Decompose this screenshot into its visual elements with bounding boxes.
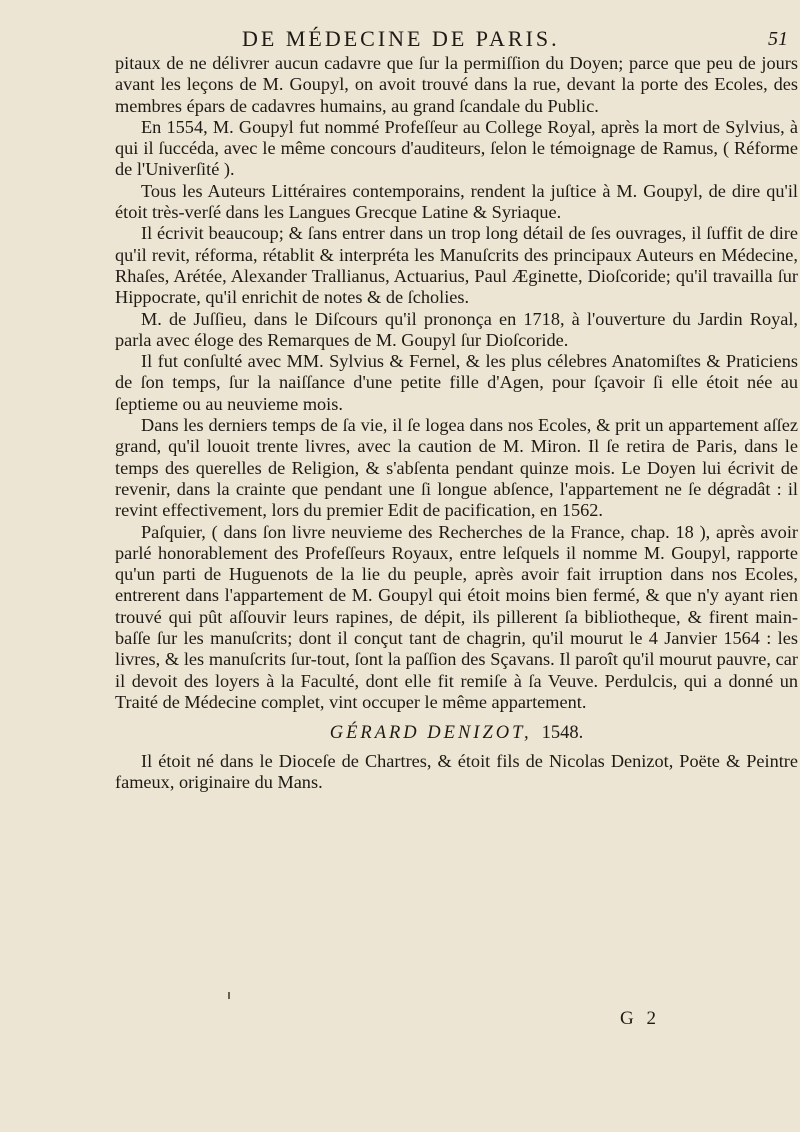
page-header — [112, 24, 800, 56]
section-heading-name: GÉRARD DENIZOT, — [329, 723, 532, 744]
paragraph: Il étoit né dans le Dioceſe de Chartres, & étoit fils de Nicolas Denizot, Poëte & Peintre fameux, originaire du Mans. — [115, 750, 798, 792]
paragraph: Il écrivit beaucoup; & ſans entrer dans un trop long détail de ſes ouvrages, il ſuffit de dire qu'il revit, réforma, rétablit & interpréta les Manuſcrits des principaux Auteurs en Médecine, Rhaſes, Arétée, Alexander Trallianus, Actuarius, Paul Æginette, Dioſcoride; qu'il travailla ſur Hippocrate, qu'il enrichit de notes & de ſcholies. — [115, 223, 798, 308]
paragraph: En 1554, M. Goupyl fut nommé Profeſſeur au College Royal, après la mort de Sylvius, à qui il ſuccéda, avec le même concours d'auditeurs, ſelon le témoignage de Ramus, ( Réforme de l'Univerſité ). — [115, 116, 798, 180]
paragraph: Paſquier, ( dans ſon livre neuvieme des Recherches de la France, chap. 18 ), après avoir parlé honorablement des Profeſſeurs Royaux, entre leſquels il nomme M. Goupyl, rapporte qu'un parti de Huguenots de la lie du peuple, après avoir fait irruption dans nos Ecoles, entrerent dans l'appartement de M. Goupyl qui étoit moins bien fermé, & que n'y ayant rien trouvé qui pût aſſouvir leurs rapines, de dépit, ils pillerent ſa bibliotheque, & firent main-baſſe ſur les manuſcrits; dont il conçut tant de chagrin, qu'il mourut le 4 Janvier 1564 : les livres, & les manuſcrits ſur-tout, ſont la paſſion des Sçavans. Il paroît qu'il mourut pauvre, car il devoit des loyers à la Faculté, dont elle fit remiſe à ſa Veuve. Perdulcis, qui a donné un Traité de Médecine complet, vint occuper le même appartement. — [115, 521, 798, 712]
section-heading — [115, 723, 798, 744]
paragraph: Dans les derniers temps de ſa vie, il ſe logea dans nos Ecoles, & prit un appartement aſſez grand, qu'il louoit trente livres, avec la caution de M. Miron. Il ſe retira de Paris, dans le temps des querelles de Religion, & s'abſenta pendant quinze mois. Le Doyen lui écrivit de revenir, dans la crainte que pendant une ſi longue abſence, l'appartement ne ſe dégradât : il revint effectivement, lors du premier Edit de pacification, en 1562. — [115, 415, 798, 521]
running-title: DE MÉDECINE DE PARIS. — [242, 26, 560, 51]
paragraph: M. de Juſſieu, dans le Diſcours qu'il prononça en 1718, à l'ouverture du Jardin Royal, parla avec éloge des Remarques de M. Goupyl ſur Dioſcoride. — [115, 308, 798, 350]
ink-speck — [228, 992, 230, 999]
page-number: 51 — [768, 28, 788, 50]
paragraph: Tous les Auteurs Littéraires contemporains, rendent la juſtice à M. Goupyl, de dire qu'il étoit très-verſé dans les Langues Grecque Latine & Syriaque. — [115, 180, 798, 223]
paragraph: Il fut conſulté avec MM. Sylvius & Fernel, & les plus célebres Anatomiſtes & Praticiens de ſon temps, ſur la naiſſance d'une petite fille d'Agen, pour ſçavoir ſi elle étoit née au ſeptieme ou au neuvieme mois. — [115, 351, 798, 414]
text-body — [115, 53, 798, 793]
section-heading-year: 1548. — [541, 723, 584, 744]
paragraph: pitaux de ne délivrer aucun cadavre que ſur la permiſſion du Doyen; parce que peu de jours avant les leçons de M. Goupyl, on avoit trouvé dans la rue, devant la porte des Ecoles, des membres épars de cadavres humains, au grand ſcandale du Public. — [115, 53, 798, 116]
signature-mark: G 2 — [620, 1008, 660, 1029]
